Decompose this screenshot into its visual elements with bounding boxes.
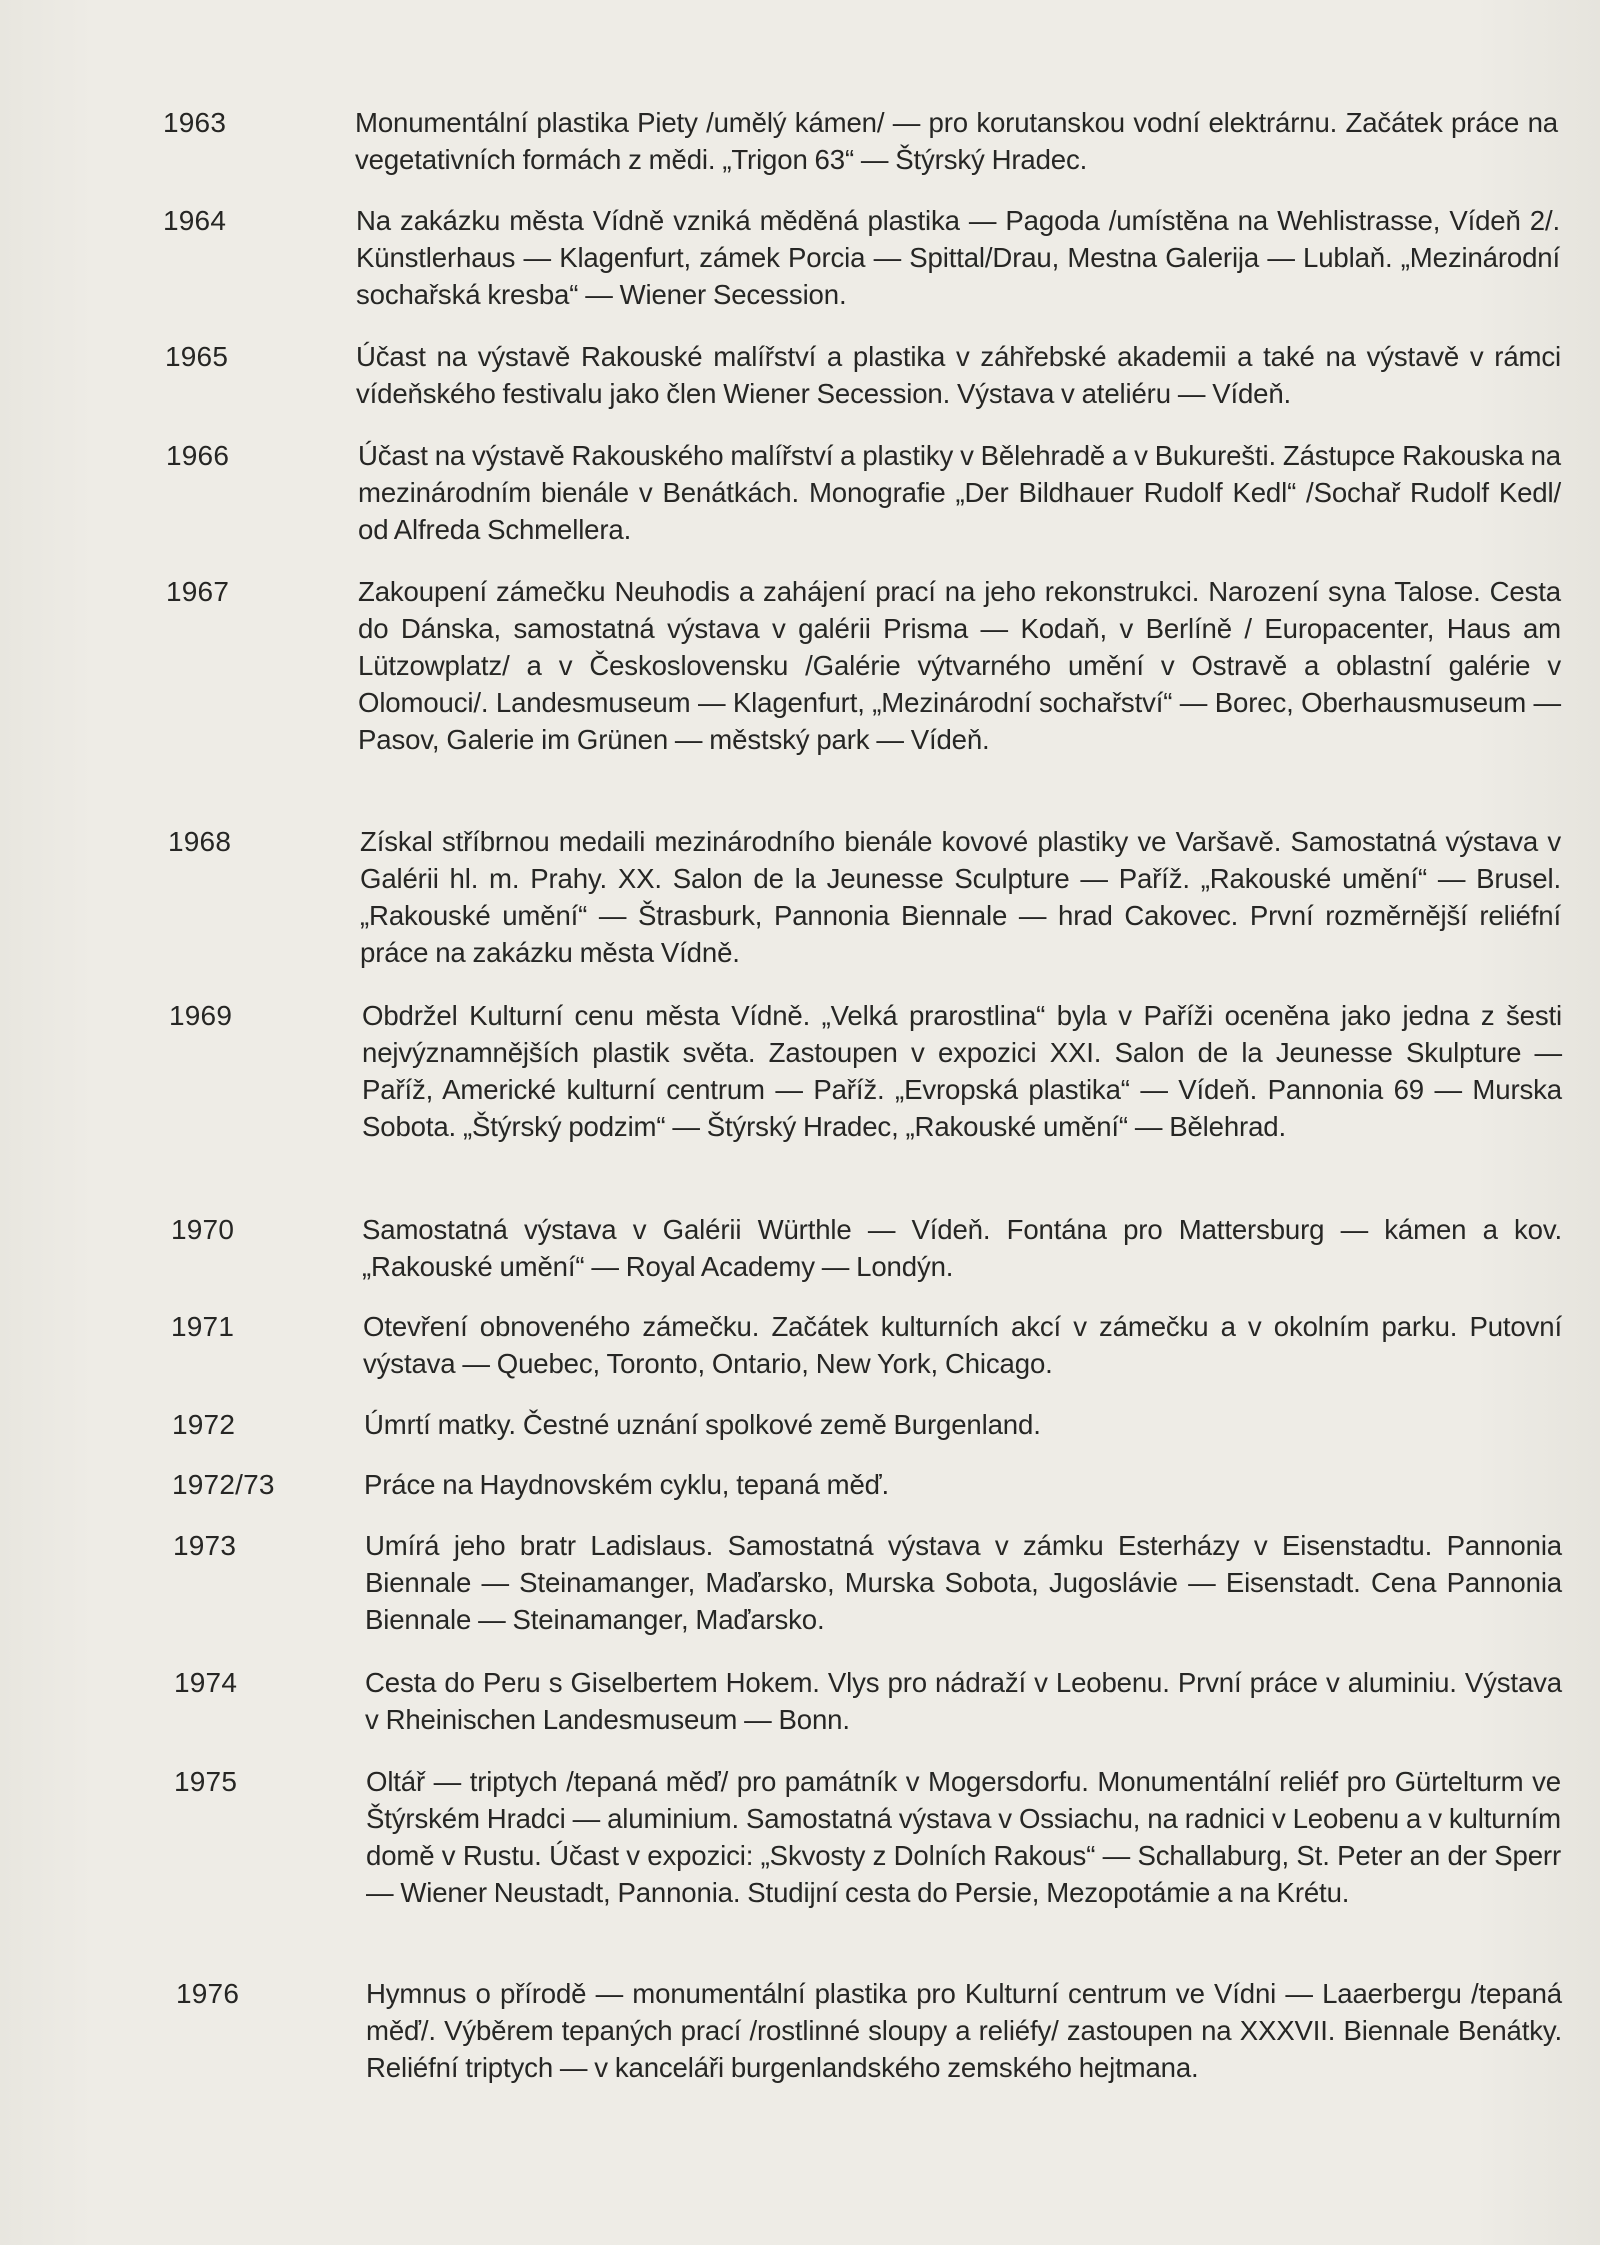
entry-year: 1971 [171,1311,235,1342]
entry-year: 1964 [163,205,227,236]
entry-text: Cesta do Peru s Giselbertem Hokem. Vlys pro nádraží v Leobenu. První práce v aluminiu. Výstava v Rheinischen Landesmuseum — Bonn. [365,1667,1562,1735]
entry-text: Oltář — triptych /tepaná měď/ pro památník v Mogersdorfu. Monumentální reliéf pro Gürtelturm ve Štýrském Hradci — aluminium. Samostatná výstava v Ossiachu, na radnici v Leobenu a v kulturním domě v Rustu. Účast v expozici: „Skvosty z Dolních Rakous“ — Schallaburg, St. Peter an der Sperr — Wiener Neustadt, Pannonia. Studijní cesta do Persie, Mezopotámie a na Krétu. [366,1766,1561,1908]
entry-year: 1972/73 [172,1469,275,1500]
entry-text: Monumentální plastika Piety /umělý kámen/ — pro korutanskou vodní elektrárnu. Začátek práce na vegetativních formách z mědi. „Trigon 63“ — Štýrský Hradec. [355,107,1558,175]
entry-text: Hymnus o přírodě — monumentální plastika pro Kulturní centrum ve Vídni — Laaerbergu /tepaná měď/. Výběrem tepaných prací /rostlinné sloupy a reliéfy/ zastoupen na XXXVII. Biennale Benátky. Reliéfní triptych — v kanceláři burgenlandského zemského hejtmana. [366,1978,1562,2083]
entry-year: 1969 [169,1000,233,1031]
entry-year: 1963 [163,107,227,138]
entry-year: 1973 [173,1530,237,1561]
entry-year: 1970 [171,1214,235,1245]
entry-text: Práce na Haydnovském cyklu, tepaná měď. [364,1469,889,1500]
entry-text: Obdržel Kulturní cenu města Vídně. „Velká prarostlina“ byla v Paříži oceněna jako jedna z šesti nejvýznamnějších plastik světa. Zastoupen v expozici XXI. Salon de la Jeunesse Skulpture — Paříž, Americké kulturní centrum — Paříž. „Evropská plastika“ — Vídeň. Pannonia 69 — Murska Sobota. „Štýrský podzim“ — Štýrský Hradec, „Rakouské umění“ — Bělehrad. [362,1000,1562,1142]
entry-year: 1966 [166,440,230,471]
entry-text: Účast na výstavě Rakouského malířství a plastiky v Bělehradě a v Bukurešti. Zástupce Rakouska na mezinárodním bienále v Benátkách. Monografie „Der Bildhauer Rudolf Kedl“ /Sochař Rudolf Kedl/ od Alfreda Schmellera. [358,440,1561,545]
entry-text: Samostatná výstava v Galérii Würthle — Vídeň. Fontána pro Mattersburg — kámen a kov. „Rakouské umění“ — Royal Academy — Londýn. [362,1214,1562,1282]
entry-year: 1965 [165,341,229,372]
entry-text: Zakoupení zámečku Neuhodis a zahájení prací na jeho rekonstrukci. Narození syna Talose. Cesta do Dánska, samostatná výstava v galérii Prisma — Kodaň, v Berlíně / Europacenter, Haus am Lützowplatz/ a v Československu /Galérie výtvarného umění v Ostravě a oblastní galérie v Olomouci/. Landesmuseum — Klagenfurt, „Mezinárodní sochařství“ — Borec, Oberhausmuseum — Pasov, Galerie im Grünen — městský park — Vídeň. [358,576,1561,755]
entry-year: 1972 [172,1409,236,1440]
entry-text: Úmrtí matky. Čestné uznání spolkové země Burgenland. [364,1409,1041,1440]
entry-text: Získal stříbrnou medaili mezinárodního bienále kovové plastiky ve Varšavě. Samostatná výstava v Galérii hl. m. Prahy. XX. Salon de la Jeunesse Sculpture — Paříž. „Rakouské umění“ — Brusel. „Rakouské umění“ — Štrasburk, Pannonia Biennale — hrad Cakovec. První rozměrnější reliéfní práce na zakázku města Vídně. [360,826,1561,968]
entry-text: Na zakázku města Vídně vzniká měděná plastika — Pagoda /umístěna na Wehlistrasse, Vídeň 2/. Künstlerhaus — Klagenfurt, zámek Porcia — Spittal/Drau, Mestna Galerija — Lublaň. „Mezinárodní sochařská kresba“ — Wiener Secession. [356,205,1560,310]
entry-text: Otevření obnoveného zámečku. Začátek kulturních akcí v zámečku a v okolním parku. Putovní výstava — Quebec, Toronto, Ontario, New York, Chicago. [363,1311,1562,1379]
entry-text: Účast na výstavě Rakouské malířství a plastika v záhřebské akademii a také na výstavě v rámci vídeňského festivalu jako člen Wiener Secession. Výstava v ateliéru — Vídeň. [356,341,1561,409]
entry-year: 1974 [174,1667,238,1698]
entry-year: 1967 [166,576,230,607]
entry-year: 1975 [174,1766,238,1797]
entry-year: 1976 [176,1978,240,2009]
entry-text: Umírá jeho bratr Ladislaus. Samostatná výstava v zámku Esterházy v Eisenstadtu. Pannonia Biennale — Steinamanger, Maďarsko, Murska Sobota, Jugoslávie — Eisenstadt. Cena Pannonia Biennale — Steinamanger, Maďarsko. [365,1530,1562,1635]
entry-year: 1968 [168,826,232,857]
